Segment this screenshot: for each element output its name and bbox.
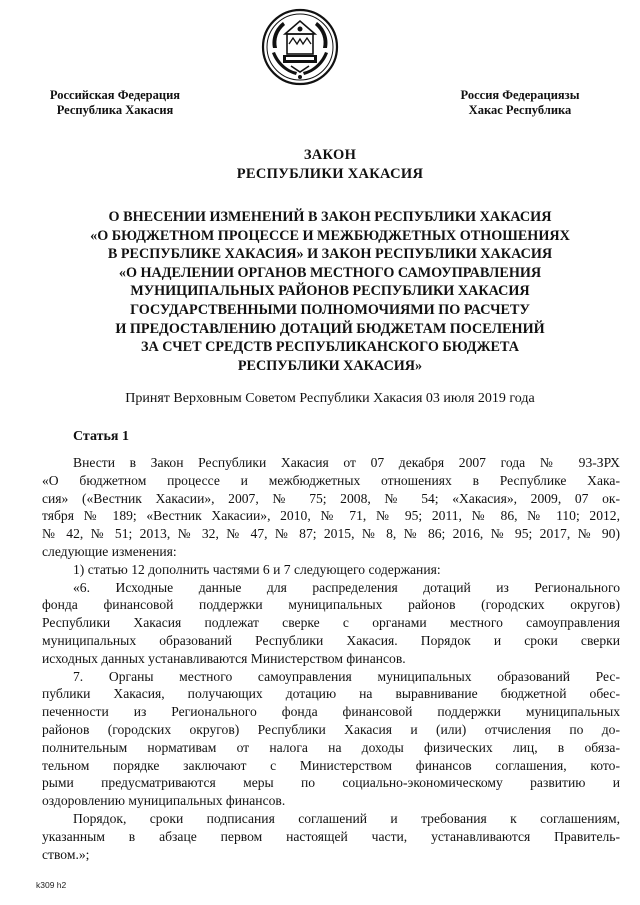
body-line: публики Хакасия, получающих дотацию на выравнивание бюджетной обес-	[42, 686, 620, 702]
header-left-line2: Республика Хакасия	[56, 103, 174, 117]
adoption-statement: Принят Верховным Советом Республики Хакасия 03 июля 2019 года	[125, 391, 535, 406]
body-line: фонда финансовой поддержки муниципальных районов (городских округов)	[42, 597, 620, 613]
body-line: тября № 189; «Вестник Хакасии», 2010, № 71, № 95; 2011, № 86, № 110; 2012,	[42, 508, 620, 524]
body-line: № 42, № 51; 2013, № 32, № 47, № 87; 2015, № 8, № 86; 2016, № 95; 2017, № 90)	[42, 526, 620, 542]
law-title-line2: РЕСПУБЛИКИ ХАКАСИЯ	[236, 166, 424, 182]
header-right-line1: Россия Федерациязы	[460, 88, 580, 102]
body-line: «О бюджетном процессе и межбюджетных отношениях в Республике Хака-	[42, 472, 620, 488]
law-subject-heading	[40, 208, 620, 375]
body-line: ством.»;	[42, 846, 90, 862]
header-left-line1: Российская Федерация	[49, 88, 181, 102]
body-line: тельном порядке заключают с Министерством финансов соглашения, кото-	[42, 757, 620, 773]
article-body	[42, 454, 620, 863]
body-line: районов (городских округов) Республики Хакасия и (или) отчисления по до-	[42, 721, 620, 737]
footer-document-code: k309 h2	[36, 880, 67, 890]
body-line: Порядок, сроки подписания соглашений и требования к соглашениям,	[73, 810, 620, 826]
subject-line: РЕСПУБЛИКИ ХАКАСИЯ»	[237, 357, 423, 374]
subject-line: МУНИЦИПАЛЬНЫХ РАЙОНОВ РЕСПУБЛИКИ ХАКАСИЯ	[130, 283, 530, 300]
body-line: полнительным нормативам от налога на доходы физических лиц, в обяза-	[42, 739, 620, 755]
body-line: Внести в Закон Республики Хакасия от 07 декабря 2007 года № 93-ЗРХ	[73, 455, 620, 470]
body-line: 7. Органы местного самоуправления муниципальных образований Рес-	[73, 668, 620, 684]
header-right-line2: Хакас Республика	[468, 103, 572, 117]
subject-line: «О БЮДЖЕТНОМ ПРОЦЕССЕ И МЕЖБЮДЖЕТНЫХ ОТНОШЕНИЯХ	[90, 227, 570, 244]
body-line: следующие изменения:	[42, 543, 177, 559]
body-line: Республики Хакасия подлежат сверке с органами местного самоуправления	[42, 615, 620, 631]
header-right-block	[450, 88, 590, 118]
body-line: 1) статью 12 дополнить частями 6 и 7 следующего содержания:	[73, 561, 441, 577]
header-left-block	[40, 88, 190, 118]
article-heading: Статья 1	[73, 429, 129, 444]
body-line: муниципальных образований Республики Хакасия. Порядок и сроки сверки	[42, 632, 620, 648]
body-line: указанным в абзаце первом настоящей части, устанавливаются Правитель-	[42, 828, 620, 844]
subject-line: ГОСУДАРСТВЕННЫМИ ПОЛНОМОЧИЯМИ ПО РАСЧЕТУ	[130, 301, 530, 318]
body-line: сия» («Вестник Хакасии», 2007, № 75; 2008, № 54; «Хакасия», 2009, 07 ок-	[42, 490, 620, 506]
subject-line: ЗА СЧЕТ СРЕДСТВ РЕСПУБЛИКАНСКОГО БЮДЖЕТА	[141, 339, 519, 356]
khakassia-coat-of-arms-icon	[261, 8, 339, 86]
law-title-line1: ЗАКОН	[303, 147, 357, 163]
body-line: оздоровлению муниципальных финансов.	[42, 793, 286, 809]
law-title	[60, 146, 600, 184]
body-line: печенности из Регионального фонда финансовой поддержки муниципальных	[42, 704, 620, 720]
body-line: рыми предусматриваются меры по социально-экономическому развитию и	[42, 775, 620, 791]
body-line: исходных данных устанавливаются Министерством финансов.	[42, 650, 406, 666]
subject-line: О ВНЕСЕНИИ ИЗМЕНЕНИЙ В ЗАКОН РЕСПУБЛИКИ ХАКАСИЯ	[108, 209, 552, 225]
subject-line: И ПРЕДОСТАВЛЕНИЮ ДОТАЦИЙ БЮДЖЕТАМ ПОСЕЛЕНИЙ	[115, 320, 545, 337]
subject-line: В РЕСПУБЛИКЕ ХАКАСИЯ» И ЗАКОН РЕСПУБЛИКИ ХАКАСИЯ	[107, 246, 553, 263]
subject-line: «О НАДЕЛЕНИИ ОРГАНОВ МЕСТНОГО САМОУПРАВЛЕНИЯ	[118, 264, 542, 281]
body-line: «6. Исходные данные для распределения дотаций из Регионального	[73, 579, 620, 595]
